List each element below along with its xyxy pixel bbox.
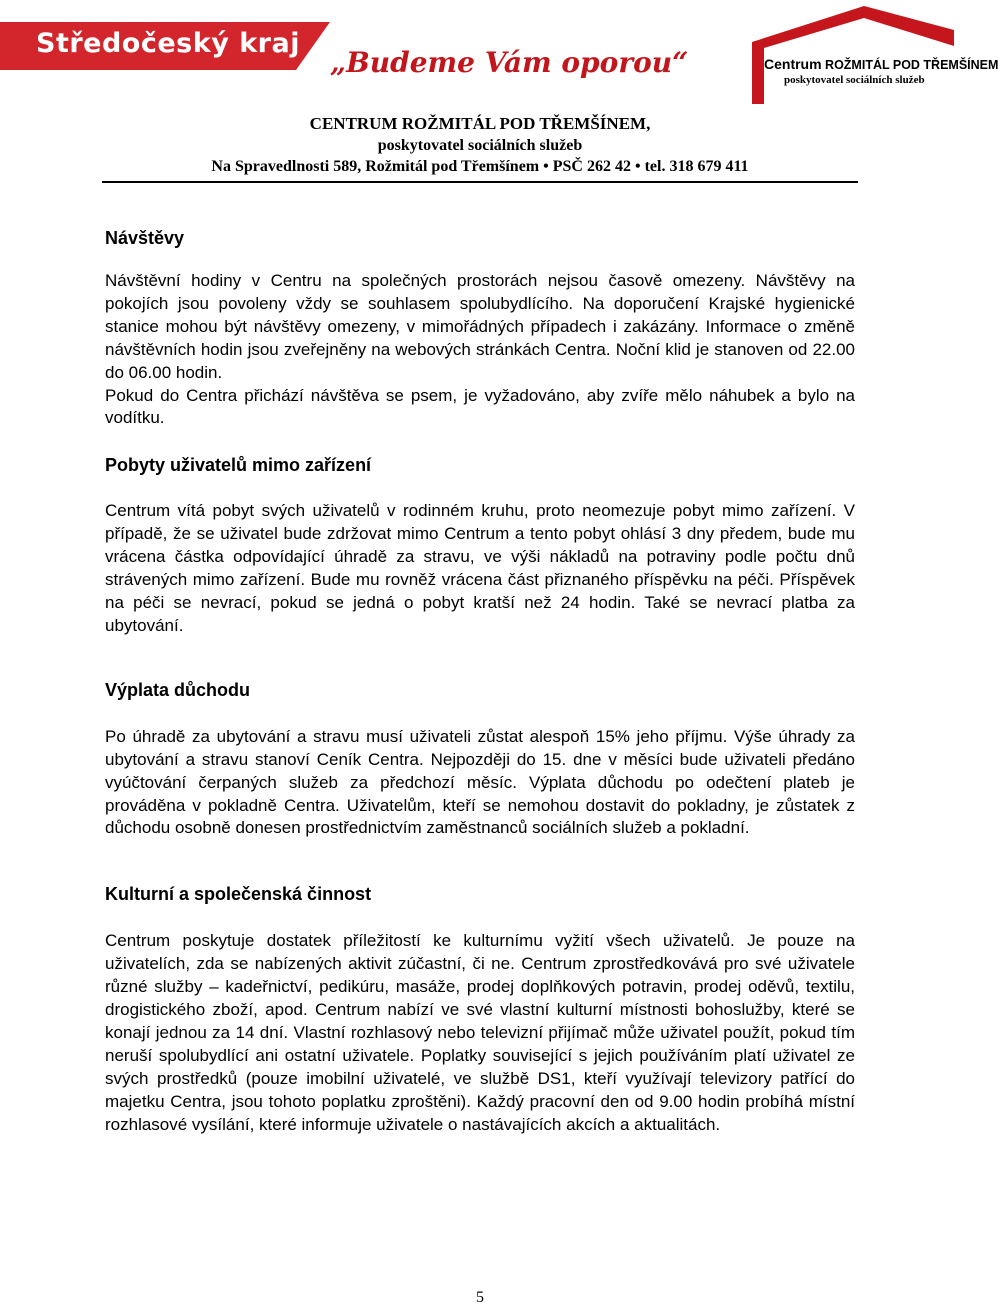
paragraph-vyplata: Po úhradě za ubytování a stravu musí uživateli zůstat alespoň 15% jeho příjmu. Výše úhrady za ubytování a stravu stanoví Ceník Centra. Nejpozději do 15. dne v měsíci bude uživateli předáno vyúčtování čerpaných služeb za předchozí měsíc. Výplata důchodu po odečtení plateb je prováděna v pokladně Centra. Uživatelům, kteří se nemohou dostavit do pokladny, je zůstatek z důchodu osobně donesen prostřednictvím zaměstnanců sociálních služeb a pokladní. <box>105 726 855 838</box>
page-number: 5 <box>476 1289 484 1306</box>
org-name: CENTRUM ROŽMITÁL POD TŘEMŠÍNEM, <box>309 114 651 133</box>
motto: „Budeme Vám oporou“ <box>330 46 689 79</box>
org-address: Na Spravedlnosti 589, Rožmitál pod Třemšínem • PSČ 262 42 • tel. 318 679 411 <box>211 158 749 175</box>
section-title-navstevy: Návštěvy <box>105 228 185 248</box>
section-title-pobyty: Pobyty uživatelů mimo zařízení <box>105 455 372 476</box>
org-subtitle: poskytovatel sociálních služeb <box>377 137 583 154</box>
document-body <box>105 226 855 1136</box>
header-divider <box>102 181 858 183</box>
centre-logo <box>748 6 998 106</box>
logo-prefix: Centrum <box>764 56 822 72</box>
region-banner <box>0 22 330 70</box>
logo-subtitle: poskytovatel sociálních služeb <box>784 74 925 86</box>
paragraph-pobyty: Centrum vítá pobyt svých uživatelů v rodinném kruhu, proto neomezuje pobyt mimo zařízení. V případě, že se uživatel bude zdržovat mimo Centrum a tento pobyt ohlásí 3 dny předem, bude mu vrácena částka odpovídající úhradě za stravu, ve výši nákladů na potraviny podle počtu dnů strávených mimo zařízení. Bude mu rovněž vrácena část přiznaného příspěvku na péči. Příspěvek na péči se nevrací, pokud se jedná o pobyt kratší než 24 hodin. Také se nevrací platba za ubytování. <box>105 501 855 635</box>
paragraph-navstevy-pets: Pokud do Centra přichází návštěva se psem, je vyžadováno, aby zvíře mělo náhubek a bylo na vodítku. <box>105 385 855 428</box>
logo-title: ROŽMITÁL POD TŘEMŠÍNEM <box>825 58 998 72</box>
section-title-vyplata: Výplata důchodu <box>105 679 251 700</box>
paragraph-kulturni: Centrum poskytuje dostatek příležitostí ke kulturnímu vyžití všech uživatelů. Je pouze na uživatelích, zda se nabízených aktivit zúčastní, či ne. Centrum zprostředkovává pro své uživatele různé služby – kadeřnictví, pedikúru, masáže, prodej doplňkových potravin, prodej oděvů, textilu, drogistického zboží, apod. Centrum nabízí ve své vlastní kulturní místnosti bohoslužby, které se konají jednou za 14 dní. Vlastní rozhlasový nebo televizní přijímač může uživatel použít, pokud tím neruší spolubydlící ani ostatní uživatele. Poplatky související s jejich používáním platí uživatel ze svých prostředků (pouze imobilní uživatelé, ve službě DS1, kteří využívají televizory patřící do majetku Centra, jsou tohoto poplatku zproštěni). Každý pracovní den od 9.00 hodin probíhá místní rozhlasové vysílání, které informuje uživatele o nastávajících akcích a aktualitách. <box>105 931 855 1134</box>
paragraph-navstevy-hours: Návštěvní hodiny v Centru na společných prostorách nejsou časově omezeny. Návštěvy na pokojích jsou povoleny vždy se souhlasem spolubydlícího. Na doporučení Krajské hygienické stanice mohou být návštěvy omezeny, v mimořádných případech i zakázány. Informace o změně návštěvních hodin jsou zveřejněny na webových stránkách Centra. Noční klid je stanoven od 22.00 do 06.00 hodin. <box>105 271 855 382</box>
region-banner-text: Středočeský kraj <box>36 28 300 59</box>
section-title-kulturni: Kulturní a společenská činnost <box>105 884 372 905</box>
